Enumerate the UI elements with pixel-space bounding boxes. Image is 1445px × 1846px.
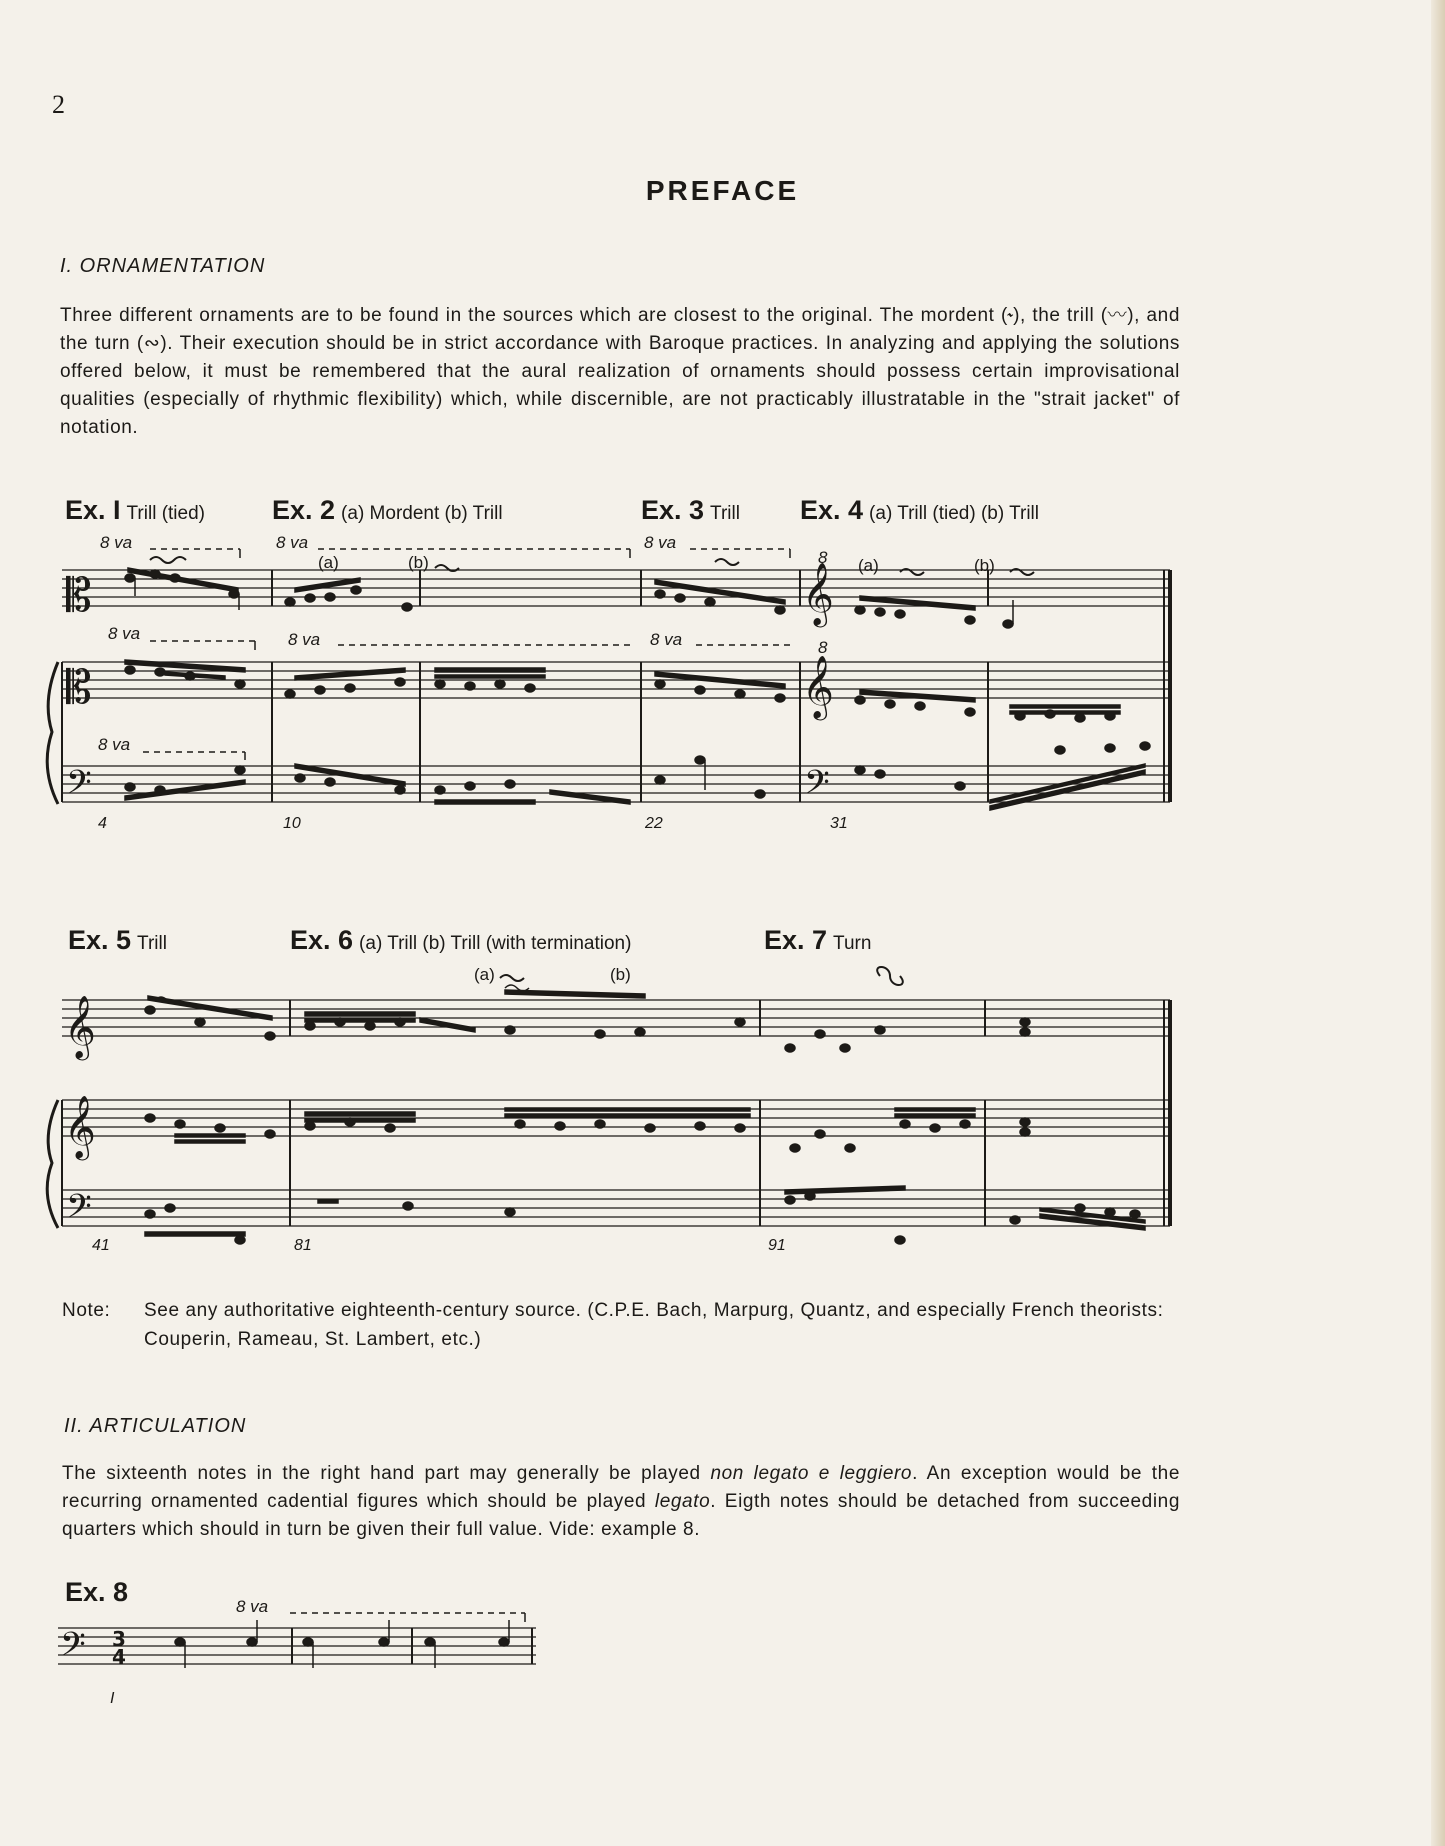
para-text: ), and the turn ( bbox=[60, 305, 1180, 354]
example-6-title: Ex. 6 (a) Trill (b) Trill (with termination) bbox=[290, 925, 632, 955]
svg-text:𝄞: 𝄞 bbox=[64, 1095, 96, 1158]
svg-text:𝄡: 𝄡 bbox=[66, 660, 92, 714]
turn-icon bbox=[877, 967, 903, 985]
example-3-title: Ex. 3 Trill bbox=[641, 495, 740, 525]
para-text: ), the trill ( bbox=[1013, 305, 1108, 326]
barlines-row2 bbox=[62, 1000, 1170, 1226]
measure-number: 81 bbox=[294, 1237, 312, 1254]
svg-text:𝄢: 𝄢 bbox=[804, 764, 830, 810]
measure-number: 4 bbox=[98, 815, 107, 832]
svg-text:𝄢: 𝄢 bbox=[66, 1188, 92, 1234]
measure-number: 22 bbox=[645, 815, 663, 832]
svg-text:𝄞: 𝄞 bbox=[64, 995, 96, 1058]
staff-row1 bbox=[62, 570, 1170, 802]
svg-text:𝄡: 𝄡 bbox=[66, 568, 92, 622]
measure-number: 91 bbox=[768, 1237, 786, 1254]
octave-lines bbox=[143, 549, 790, 1622]
svg-text:𝄢: 𝄢 bbox=[66, 764, 92, 810]
example-4-title: Ex. 4 (a) Trill (tied) (b) Trill bbox=[800, 495, 1039, 525]
note-text: See any authoritative eighteenth-century source. (C.P.E. Bach, Marpurg, Quantz, and especially French theorists: Couperin, Rameau, St. Lambert, etc.) bbox=[144, 1300, 1164, 1350]
para-text: . Eigth notes should be detached from succeeding quarters which should in turn be given their full value. Vide: example 8. bbox=[62, 1491, 1180, 1540]
para-text: The sixteenth notes in the right hand part may generally be played bbox=[62, 1463, 711, 1484]
para-italic: non legato e leggiero bbox=[710, 1463, 913, 1484]
svg-text:4: 4 bbox=[112, 1645, 126, 1669]
page-number: 2 bbox=[52, 90, 65, 119]
octave-marking: 8 va bbox=[276, 533, 309, 552]
svg-text:𝄢: 𝄢 bbox=[60, 1626, 86, 1672]
octave-marking: 8 va bbox=[100, 533, 133, 552]
page-title: PREFACE bbox=[645, 175, 800, 206]
clef-ex8 bbox=[60, 1626, 126, 1672]
clefs-row1 bbox=[66, 562, 834, 810]
octave-marking: 8 bbox=[818, 548, 828, 567]
svg-text:𝄞: 𝄞 bbox=[802, 655, 834, 718]
example-1-title: Ex. I Trill (tied) bbox=[65, 495, 205, 525]
brace bbox=[47, 662, 58, 804]
example-8-title: Ex. 8 bbox=[65, 1577, 129, 1607]
measure-number: 31 bbox=[830, 815, 848, 832]
mordent-icon: 𝆝 bbox=[1007, 305, 1014, 326]
ornament-label: (b) bbox=[610, 965, 631, 984]
ornament-label: (a) bbox=[474, 965, 495, 984]
ornament-label: (a) bbox=[858, 556, 879, 575]
example-5-title: Ex. 5 Trill bbox=[68, 925, 167, 955]
octave-marking: 8 va bbox=[288, 630, 321, 649]
octave-marking: 8 va bbox=[236, 1597, 269, 1616]
ornament-label: (b) bbox=[974, 556, 995, 575]
para-text: ). Their execution should be in strict accordance with Baroque practices. In analyzing and applying the solutions offered below, it must be remembered that the aural realization of ornaments should possess certain improvisational qualities (especially of rhythmic flexibility) which, while discernible, are not practicably illustratable in the "strait jacket" of notation. bbox=[60, 333, 1180, 438]
brace bbox=[47, 1100, 58, 1228]
trill-icon: 〰 bbox=[1107, 305, 1128, 326]
section-heading-ornamentation: I. ORNAMENTATION bbox=[60, 255, 266, 277]
clefs-row2 bbox=[64, 995, 96, 1234]
turn-icon: ∾ bbox=[143, 333, 161, 354]
measure-number: 10 bbox=[283, 815, 301, 832]
notes-row2 bbox=[145, 985, 1145, 1244]
svg-text:3: 3 bbox=[112, 1627, 126, 1651]
para-text: Three different ornaments are to be found in the sources which are closest to the original. The mordent ( bbox=[60, 305, 1008, 326]
section-heading-articulation: II. ARTICULATION bbox=[64, 1415, 247, 1437]
ornament-label: (b) bbox=[408, 553, 429, 572]
notes-ex8 bbox=[175, 1620, 509, 1668]
svg-text:𝄞: 𝄞 bbox=[802, 562, 834, 625]
measure-number: 41 bbox=[92, 1237, 110, 1254]
octave-marking: 8 bbox=[818, 638, 828, 657]
octave-marking: 8 va bbox=[650, 630, 683, 649]
measure-number: I bbox=[110, 1690, 115, 1707]
staff-row2 bbox=[62, 1000, 1170, 1226]
staff-ex8 bbox=[58, 1628, 536, 1664]
ornament-label: (a) bbox=[318, 553, 339, 572]
octave-marking: 8 va bbox=[98, 735, 131, 754]
trill-icon bbox=[150, 557, 1034, 575]
octave-marking: 8 va bbox=[108, 624, 141, 643]
octave-marking: 8 va bbox=[644, 533, 677, 552]
example-2-title: Ex. 2 (a) Mordent (b) Trill bbox=[272, 495, 503, 525]
barlines-row1 bbox=[62, 570, 1170, 802]
note-label: Note: bbox=[62, 1300, 111, 1321]
example-7-title: Ex. 7 Turn bbox=[764, 925, 872, 955]
para-text: . An exception would be the recurring ornamented cadential figures which should be played bbox=[62, 1463, 1181, 1512]
trill-icon bbox=[500, 975, 524, 981]
para-italic: legato bbox=[654, 1491, 711, 1512]
